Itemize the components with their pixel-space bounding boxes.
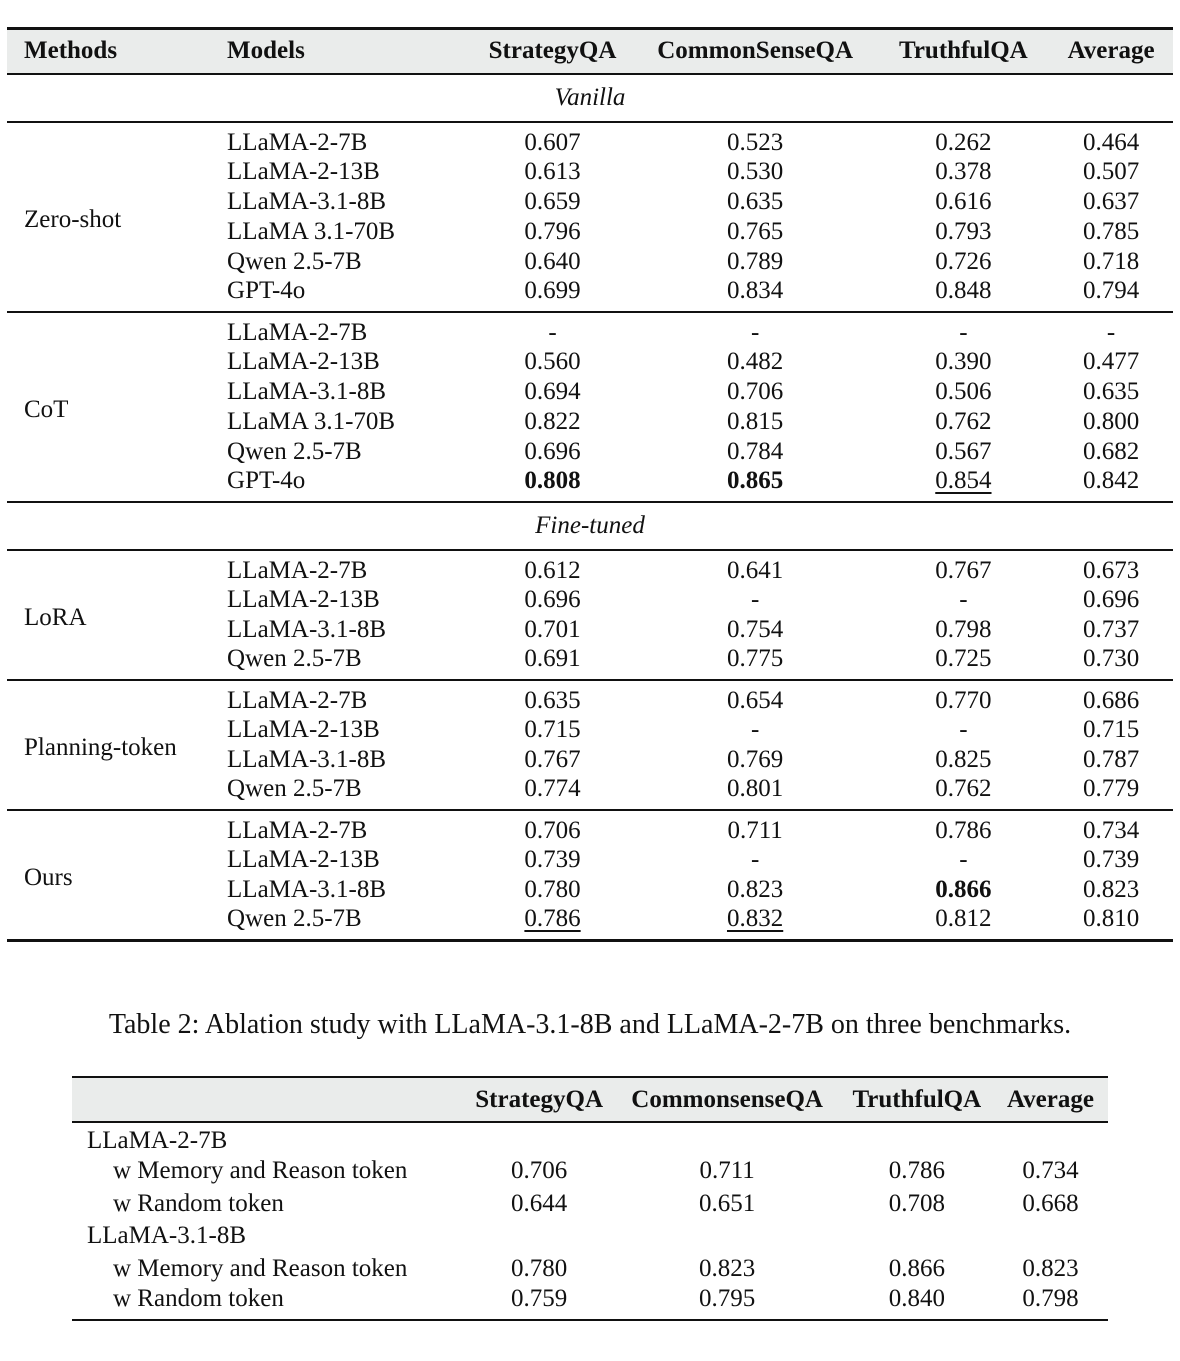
value-cell-second (472, 905, 632, 941)
table-row (7, 680, 1173, 715)
model-cell: LLaMA-2-13B (227, 157, 380, 185)
method-label: CoT (7, 312, 227, 502)
value-cell: 0.482 (726, 347, 784, 375)
model-cell: LLaMA 3.1-70B (227, 217, 396, 245)
value-cell: 0.822 (524, 407, 581, 435)
value-cell: 0.607 (524, 128, 581, 156)
value-cell: 0.715 (1082, 715, 1140, 743)
value-cell: 0.789 (726, 247, 784, 275)
value-cell: 0.737 (1082, 615, 1140, 643)
value-cell: 0.770 (935, 686, 992, 714)
model-cell: LLaMA-3.1-8B (227, 875, 387, 903)
value-cell-best (633, 467, 878, 502)
value-cell: 0.765 (726, 217, 784, 245)
model-cell: Qwen 2.5-7B (227, 645, 472, 680)
value-cell: 0.567 (935, 437, 992, 465)
value-cell (841, 1122, 993, 1155)
value-cell (465, 1122, 614, 1155)
value-cell: 0.651 (699, 1189, 756, 1217)
value-cell: 0.668 (1022, 1189, 1079, 1217)
value-cell: 0.507 (1082, 157, 1140, 185)
model-cell: LLaMA-3.1-8B (227, 377, 387, 405)
value-cell: 0.840 (841, 1285, 993, 1320)
value-cell: 0.706 (524, 816, 581, 844)
model-cell: LLaMA-3.1-8B (227, 745, 387, 773)
value-cell-second (633, 905, 878, 941)
value-cell: 0.762 (878, 775, 1049, 810)
model-cell: LLaMA-2-13B (227, 845, 380, 873)
bold-value: 0.866 (935, 875, 992, 903)
table-row (7, 810, 1173, 845)
value-cell: 0.725 (878, 645, 1049, 680)
header-methods: Methods (7, 29, 227, 74)
value-cell: 0.715 (524, 715, 581, 743)
value-cell: 0.694 (524, 377, 581, 405)
model-cell: Qwen 2.5-7B (227, 437, 362, 465)
value-cell (993, 1220, 1108, 1253)
value-cell: - (750, 585, 760, 613)
value-cell: 0.612 (524, 556, 581, 584)
model-cell: GPT-4o (227, 467, 472, 502)
value-cell: 0.825 (935, 745, 992, 773)
value-cell: 0.477 (1082, 347, 1140, 375)
model-cell: LLaMA 3.1-70B (227, 407, 396, 435)
method-group-planning-token (7, 680, 1173, 810)
value-cell: 0.762 (935, 407, 992, 435)
table-row (7, 550, 1173, 585)
model-cell: LLaMA-2-7B (227, 556, 368, 584)
header-average: Average (1049, 29, 1173, 74)
model-group-row (72, 1122, 1108, 1155)
value-cell: 0.699 (472, 277, 632, 312)
value-cell: 0.786 (888, 1157, 945, 1185)
table-row (72, 1253, 1108, 1286)
value-cell: - (548, 318, 557, 346)
value-cell (841, 1220, 993, 1253)
value-cell: 0.616 (935, 187, 992, 215)
value-cell: 0.635 (726, 187, 784, 215)
value-cell: 0.780 (524, 875, 581, 903)
value-cell: 0.641 (726, 556, 784, 584)
value-cell: 0.794 (1049, 277, 1173, 312)
value-cell: 0.767 (935, 556, 992, 584)
model-group-row (72, 1220, 1108, 1253)
value-cell: 0.800 (1082, 407, 1140, 435)
value-cell: 0.785 (1082, 217, 1140, 245)
value-cell: 0.775 (633, 645, 878, 680)
value-cell: 0.734 (1022, 1157, 1079, 1185)
value-cell: 0.464 (1082, 128, 1140, 156)
value-cell: 0.686 (1082, 686, 1140, 714)
value-cell: - (959, 845, 968, 873)
value-cell: 0.696 (524, 437, 581, 465)
value-cell: - (750, 845, 760, 873)
value-cell (614, 1122, 841, 1155)
header-models: Models (227, 29, 472, 74)
value-cell: - (750, 715, 760, 743)
value-cell: 0.786 (935, 816, 992, 844)
value-cell: 0.673 (1082, 556, 1140, 584)
table-row (7, 312, 1173, 347)
variant-label: w Random token (72, 1285, 465, 1320)
header-commonsenseqa: CommonsenseQA (614, 1077, 841, 1122)
value-cell: 0.866 (888, 1255, 945, 1283)
value-cell: 0.659 (524, 187, 581, 215)
value-cell: 0.523 (726, 128, 784, 156)
value-cell: 0.682 (1082, 437, 1140, 465)
value-cell: 0.780 (511, 1255, 568, 1283)
underlined-value: 0.854 (935, 466, 992, 494)
value-cell: 0.798 (935, 615, 992, 643)
results-table (7, 27, 1173, 942)
variant-label: w Random token (113, 1189, 284, 1217)
value-cell: 0.378 (935, 157, 992, 185)
table-row (72, 1285, 1108, 1320)
value-cell: 0.784 (726, 437, 784, 465)
table-header-row (72, 1077, 1108, 1122)
variant-label: w Memory and Reason token (113, 1255, 408, 1283)
value-cell: 0.718 (1082, 247, 1140, 275)
model-cell: LLaMA-3.1-8B (227, 615, 387, 643)
value-cell: 0.613 (524, 157, 581, 185)
model-cell: LLaMA-2-13B (227, 585, 380, 613)
bold-value: 0.865 (726, 466, 784, 494)
model-cell: LLaMA-2-13B (227, 715, 380, 743)
model-cell: LLaMA-2-7B (227, 816, 368, 844)
section-title: Vanilla (7, 74, 1173, 122)
value-cell: 0.787 (1082, 745, 1140, 773)
method-group-lora (7, 550, 1173, 680)
value-cell: 0.711 (727, 816, 783, 844)
method-label: Ours (7, 810, 227, 941)
value-cell: 0.823 (1022, 1255, 1079, 1283)
model-cell: LLaMA-3.1-8B (227, 187, 387, 215)
value-cell: 0.793 (935, 217, 992, 245)
section-row-fine-tuned (7, 502, 1173, 550)
method-label: LoRA (7, 550, 227, 680)
value-cell (614, 1220, 841, 1253)
value-cell: 0.390 (935, 347, 992, 375)
value-cell: 0.754 (726, 615, 784, 643)
value-cell: 0.842 (1049, 467, 1173, 502)
value-cell: 0.774 (472, 775, 632, 810)
value-cell: 0.767 (524, 745, 581, 773)
value-cell: 0.530 (726, 157, 784, 185)
method-group-cot (7, 312, 1173, 502)
header-empty (72, 1077, 465, 1122)
value-cell: 0.796 (524, 217, 581, 245)
header-strategyqa: StrategyQA (465, 1077, 614, 1122)
header-truthfulqa: TruthfulQA (878, 29, 1049, 74)
value-cell: 0.769 (726, 745, 784, 773)
value-cell: - (959, 715, 968, 743)
header-commonsenseqa: CommonSenseQA (633, 29, 878, 74)
value-cell: 0.711 (699, 1157, 755, 1185)
model-group-label: LLaMA-2-7B (87, 1127, 228, 1154)
value-cell: 0.262 (935, 128, 992, 156)
value-cell: 0.801 (633, 775, 878, 810)
value-cell-second (878, 467, 1049, 502)
value-cell: 0.739 (524, 845, 581, 873)
method-label: Planning-token (7, 680, 227, 810)
value-cell: 0.810 (1049, 905, 1173, 941)
model-group-label: LLaMA-3.1-8B (87, 1222, 246, 1250)
section-title: Fine-tuned (7, 502, 1173, 550)
value-cell: 0.739 (1082, 845, 1140, 873)
value-cell: 0.506 (935, 377, 992, 405)
value-cell: 0.644 (511, 1189, 568, 1217)
table-row (72, 1188, 1108, 1221)
value-cell: 0.691 (472, 645, 632, 680)
value-cell: 0.696 (1082, 585, 1140, 613)
header-strategyqa: StrategyQA (472, 29, 632, 74)
value-cell: 0.635 (1082, 377, 1140, 405)
value-cell: 0.640 (524, 247, 581, 275)
underlined-value: 0.832 (726, 904, 784, 932)
model-cell: Qwen 2.5-7B (227, 905, 472, 941)
method-label: Zero-shot (7, 122, 227, 312)
underlined-value: 0.786 (524, 904, 581, 932)
model-cell: LLaMA-2-13B (227, 347, 380, 375)
value-cell (465, 1220, 614, 1253)
ablation-table (72, 1076, 1108, 1321)
value-cell: 0.779 (1049, 775, 1173, 810)
value-cell-best (878, 875, 1049, 905)
value-cell: 0.701 (524, 615, 581, 643)
method-group-ours (7, 810, 1173, 941)
value-cell: 0.706 (726, 377, 784, 405)
value-cell (993, 1122, 1108, 1155)
method-group-zero-shot (7, 122, 1173, 312)
value-cell: - (959, 318, 968, 346)
bold-value: 0.808 (524, 466, 581, 494)
model-cell: Qwen 2.5-7B (227, 247, 362, 275)
value-cell-best (472, 467, 632, 502)
value-cell: 0.706 (511, 1157, 568, 1185)
value-cell: 0.730 (1049, 645, 1173, 680)
value-cell: 0.823 (726, 875, 784, 903)
value-cell: 0.823 (1082, 875, 1140, 903)
model-cell: GPT-4o (227, 277, 472, 312)
value-cell: 0.848 (878, 277, 1049, 312)
value-cell: 0.823 (699, 1255, 756, 1283)
value-cell: 0.708 (888, 1189, 945, 1217)
table-header-row (7, 29, 1173, 74)
model-cell: LLaMA-2-7B (227, 686, 368, 714)
value-cell: - (1106, 318, 1116, 346)
value-cell: 0.696 (524, 585, 581, 613)
value-cell: 0.759 (465, 1285, 614, 1320)
value-cell: 0.815 (726, 407, 784, 435)
header-average: Average (993, 1077, 1108, 1122)
value-cell: 0.726 (935, 247, 992, 275)
model-cell: LLaMA-2-7B (227, 128, 368, 156)
value-cell: 0.798 (993, 1285, 1108, 1320)
table-caption: Table 2: Ablation study with LLaMA-3.1-8B and LLaMA-2-7B on three benchmarks. (108, 1009, 1072, 1040)
section-row-vanilla (7, 74, 1173, 122)
value-cell: 0.654 (726, 686, 784, 714)
model-cell: LLaMA-2-7B (227, 318, 368, 346)
header-truthfulqa: TruthfulQA (841, 1077, 993, 1122)
value-cell: 0.834 (633, 277, 878, 312)
value-cell: 0.560 (524, 347, 581, 375)
model-cell: Qwen 2.5-7B (227, 775, 472, 810)
table-row (7, 122, 1173, 157)
value-cell: 0.812 (878, 905, 1049, 941)
value-cell: - (750, 318, 760, 346)
variant-label: w Memory and Reason token (113, 1157, 408, 1185)
value-cell: - (959, 585, 968, 613)
table-row (72, 1155, 1108, 1188)
value-cell: 0.734 (1082, 816, 1140, 844)
value-cell: 0.635 (524, 686, 581, 714)
value-cell: 0.795 (614, 1285, 841, 1320)
value-cell: 0.637 (1082, 187, 1140, 215)
